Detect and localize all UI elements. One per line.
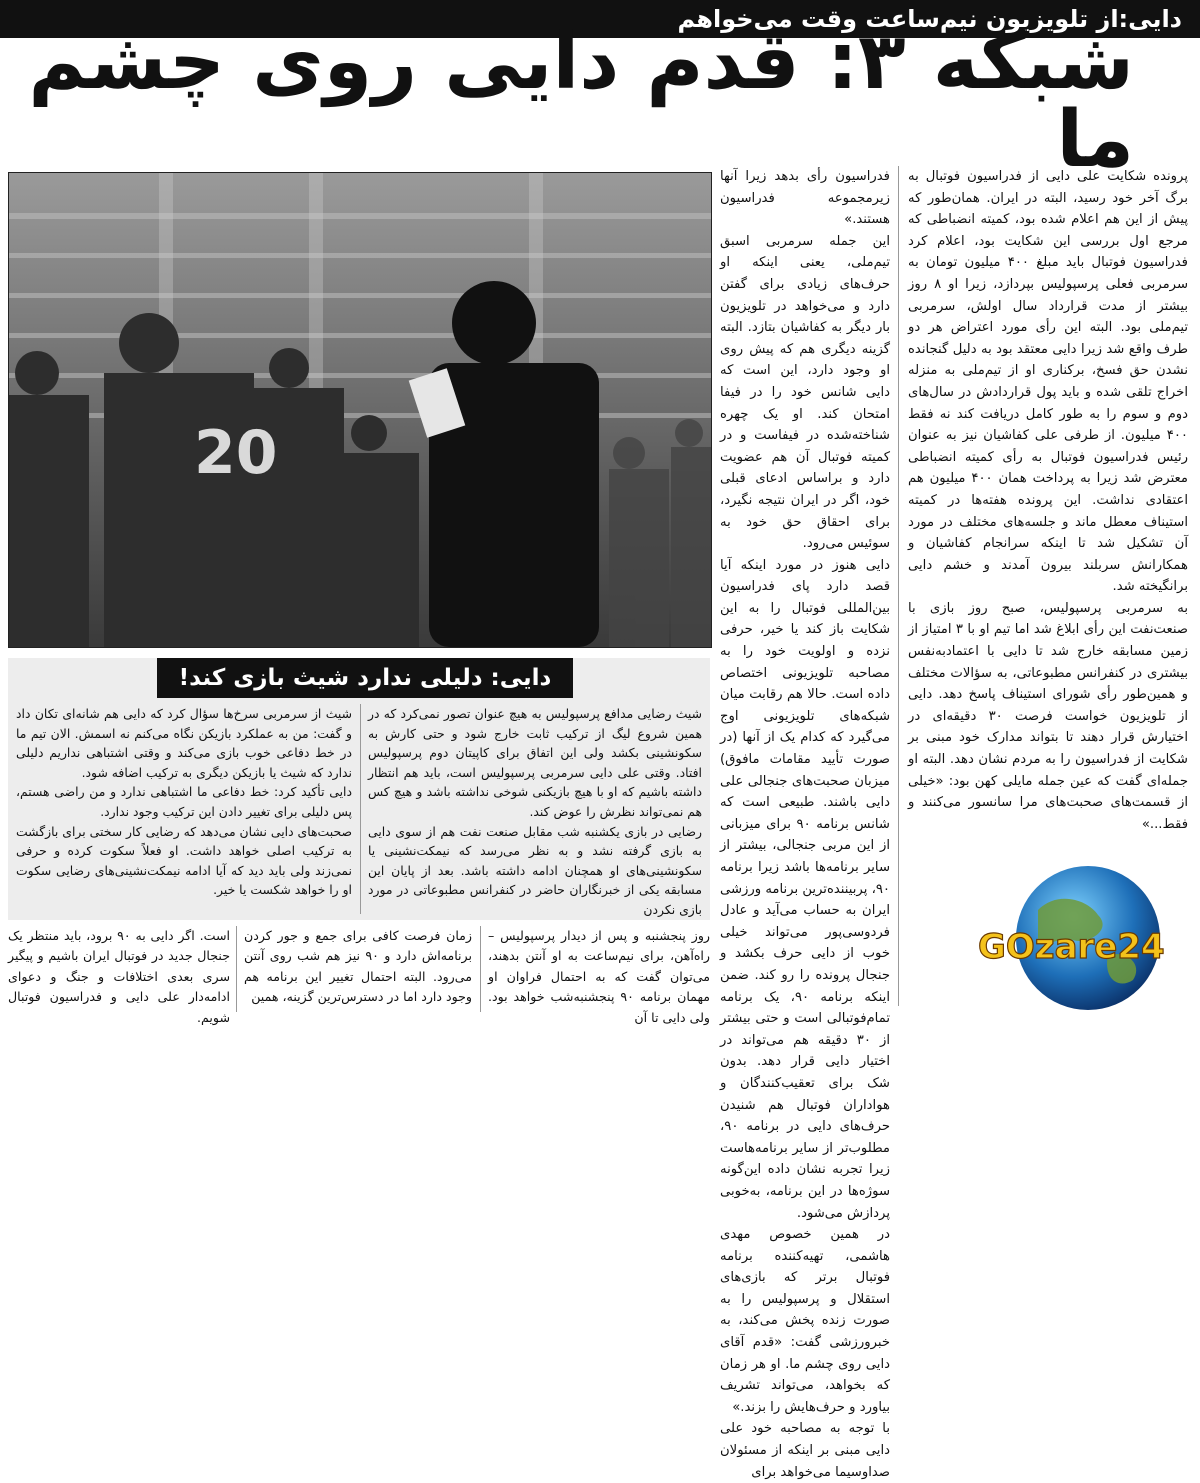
paragraph: دایی هنوز در مورد اینکه آیا قصد دارد پای فدراسیون بین‌المللی فوتبال را به این شکایت باز کند یا خیر، حرفی نزده و اولویت خود را به مصاحبه تلویزیونی اختصاص داده است. حالا هم رقابت میان شبکه‌های تلویزیونی اوج می‌گیرد که کدام یک از آنها (در صورت تأیید مقامات مافوق) میزبان صحبت‌های جنجالی علی دایی باشند. طبیعی است که شانس برنامه ۹۰ برای میزبانی از این مربی جنجالی، بیشتر از سایر برنامه‌ها باشد زیرا برنامه ۹۰، پربیننده‌ترین برنامه ورزشی ایران به حساب می‌آید و عادل فردوسی‌پور می‌تواند خیلی خوب از دایی حرف بکشد و جنجال پرونده را رو کند. ضمن اینکه برنامه ۹۰، یک برنامه تمام‌فوتبالی است و حتی بیشتر از ۳۰ دقیقه هم می‌تواند در اختیار دایی قرار دهد. بدون شک برای تعقیب‌کنندگان و هواداران فوتبال هم شنیدن حرف‌های دایی در برنامه ۹۰، مطلوب‌تر از سایر برنامه‌هاست زیرا تجربه نشان داده این‌گونه سوژه‌ها در این برنامه، به‌خوبی پردازش می‌شود. (720, 555, 890, 1224)
sub-headline-bar (157, 658, 573, 698)
photo-ali-daei (8, 172, 712, 648)
article-column-2 (720, 166, 890, 1006)
sub-headline: دایی: دلیلی ندارد شیث بازی کند! (179, 665, 552, 691)
logo-text: GOzare24 (978, 927, 1165, 967)
paragraph: پرونده شکایت علی دایی از فدراسیون فوتبال به برگ آخر خود رسید، البته در ایران. همان‌طور که پیش از این هم اعلام شده بود، کمیته انضباطی که مرجع اول بررسی این شکایت بود، اعلام کرد فدراسیون فوتبال باید مبلغ ۴۰۰ میلیون تومان به سرمربی فعلی پرسپولیس بپردازد، زیرا او ۸ روز بیشتر از مدت قرارداد سال اولش، سرمربی تیم‌ملی بود. البته این رأی مورد اعتراض هر دو طرف واقع شد زیرا دایی معتقد بود به دلیل گنجانده نشدن حق فسخ، برکناری او از تیم‌ملی به منزله اخراج تلقی شده و باید پول قراردادش در سال‌های دوم و سوم را به طور کامل دریافت کند نه فقط ۴۰۰ میلیون. از طرفی علی کفاشیان نیز به عنوان رئیس فدراسیون فوتبال به رأی کمیته انضباطی معترض شد زیرا به پرداخت همان ۴۰۰ میلیون هم اعتقادی نداشت. این پرونده هفته‌ها در کمیته استیناف معطل ماند و جلسه‌های مختلف در مورد آن تشکیل شد تا اینکه سرانجام کفاشیان و همکارانش سربلند بیرون آمدند و خشم دایی برانگیخته شد. (908, 166, 1188, 598)
kicker-text: دایی:از تلویزیون نیم‌ساعت وقت می‌خواهم (678, 5, 1200, 33)
paragraph: در همین خصوص مهدی هاشمی، تهیه‌کننده برنامه فوتبال برتر که بازی‌های استقلال و پرسپولیس را به صورت زنده پخش می‌کند، به خبرورزشی گفت: «قدم آقای دایی روی چشم ما. او هر زمان که بخواهد، می‌تواند تشریف بیاورد و حرف‌هایش را بزند.» (720, 1224, 890, 1418)
paragraph: شیث رضایی مدافع پرسپولیس به هیچ عنوان تصور نمی‌کرد که در همین شروع لیگ از ترکیب ثابت خارج شود و حتی کارش به سکونشینی بکشد ولی این اتفاق برای کاپیتان دوم پرسپولیس افتاد. وقتی علی دایی سرمربی پرسپولیس است، باید هم انتظار داشته باشیم که او با هیچ بازیکنی شوخی نداشته باشد و هیچ کس هم نمی‌تواند نظرش را عوض کند. (368, 704, 702, 822)
article-column-1 (908, 166, 1188, 866)
sub-column-right (368, 704, 702, 918)
column-divider (898, 166, 899, 1006)
paragraph: شیث از سرمربی سرخ‌ها سؤال کرد که دایی هم شانه‌ای تکان داد و گفت: من به عملکرد بازیکن نگاه می‌کنم نه اسمش. الان تیم ما در خط دفاعی خوب بازی می‌کند و وقتی اشتباهی نداریم دلیلی ندارد که شیث یا بازیکن دیگری به ترکیب اضافه شود. (16, 704, 352, 782)
paragraph: دایی تأکید کرد: خط دفاعی ما اشتباهی ندارد و من راضی هستم، پس دلیلی برای تغییر دادن این ترکیب وجود ندارد. (16, 782, 352, 821)
column-divider (360, 704, 361, 914)
paragraph: روز پنجشنبه و پس از دیدار پرسپولیس – راه‌آهن، برای نیم‌ساعت به او آنتن بدهند، می‌توان گفت که به احتمال فراوان او مهمان برنامه ۹۰ پنجشنبه‌شب خواهد بود. ولی دایی تا آن (488, 926, 710, 1028)
bottom-column-2 (244, 926, 472, 1012)
bottom-column-3 (8, 926, 230, 1012)
paragraph: است. اگر دایی به ۹۰ برود، باید منتظر یک جنجال جدید در فوتبال ایران باشیم و پیگیر سری بعدی اختلافات و جنگ و دعوای ادامه‌دار علی دایی و فدراسیون فوتبال شویم. (8, 926, 230, 1028)
paragraph: صحبت‌های دایی نشان می‌دهد که رضایی کار سختی برای بازگشت به ترکیب اصلی خواهد داشت. او فعلاً سکوت کرده و حرفی نمی‌زند ولی باید دید که آیا ادامه نیمکت‌نشینی‌های رضایی سکوت او را خواهد شکست یا خیر. (16, 822, 352, 900)
photo-illustration (9, 173, 711, 647)
headline: شبکه ۳: قدم دایی روی چشم ما (0, 23, 1200, 179)
sub-column-left (16, 704, 352, 918)
paragraph: این جمله سرمربی اسبق تیم‌ملی، یعنی اینکه او حرف‌های زیادی برای گفتن دارد و می‌خواهد در تلویزیون بار دیگر به کفاشیان بتازد. البته گزینه دیگری هم که پیش روی او وجود دارد، این است که دایی شانس خود را در فیفا امتحان کند. او یک چهره شناخته‌شده در فیفاست و در کمیته فوتبال آن هم عضویت دارد و براساس ادعای قبلی خود، اگر در ایران نتیجه نگیرد، برای احقاق حق خود به سوئیس می‌رود. (720, 231, 890, 555)
column-divider (236, 926, 237, 1012)
svg-text:20: 20 (194, 418, 278, 488)
watermark-logo (968, 860, 1190, 1010)
headline-block (0, 44, 1200, 158)
paragraph: با توجه به مصاحبه خود علی دایی مبنی بر اینکه از مسئولان صداوسیما می‌خواهد برای (720, 1418, 890, 1483)
paragraph: به سرمربی پرسپولیس، صبح روز بازی با صنعت‌نفت این رأی ابلاغ شد اما تیم او با ۳ امتیاز از زمین مسابقه خارج شد تا دایی با اعتمادبه‌نفس بیشتری در کنفرانس مطبوعاتی، به سؤالات مختلف و همین‌طور رأی شورای استیناف پاسخ دهد. دایی از تلویزیون خواست فرصت ۳۰ دقیقه‌ای در اختیارش قرار دهند تا بتواند مدارک خود مبنی بر شکایت از فدراسیون را به مردم نشان دهد. البته او جمله‌ای گفت که عین جمله مایلی کهن بود: «خیلی از قسمت‌های صحبت‌های مرا سانسور می‌کنند و فقط...» (908, 598, 1188, 836)
paragraph: فدراسیون رأی بدهد زیرا آنها زیرمجموعه فدراسیون هستند.» (720, 166, 890, 231)
paragraph: رضایی در بازی یکشنبه شب مقابل صنعت نفت هم از سوی دایی به بازی گرفته نشد و به نظر می‌رسد که نیمکت‌نشینی یا سکونشینی‌های او همچنان ادامه داشته باشد. بعد از پایان این مسابقه یکی از خبرنگاران حاضر در کنفرانس مطبوعاتی در مورد بازی نکردن (368, 822, 702, 920)
globe-icon (968, 860, 1190, 1010)
bottom-column-1 (488, 926, 710, 1012)
paragraph: زمان فرصت کافی برای جمع و جور کردن برنامه‌اش دارد و ۹۰ نیز هم شب روی آنتن می‌رود. البته احتمال تغییر این برنامه هم وجود دارد اما در دسترس‌ترین گزینه، همین (244, 926, 472, 1008)
column-divider (480, 926, 481, 1012)
